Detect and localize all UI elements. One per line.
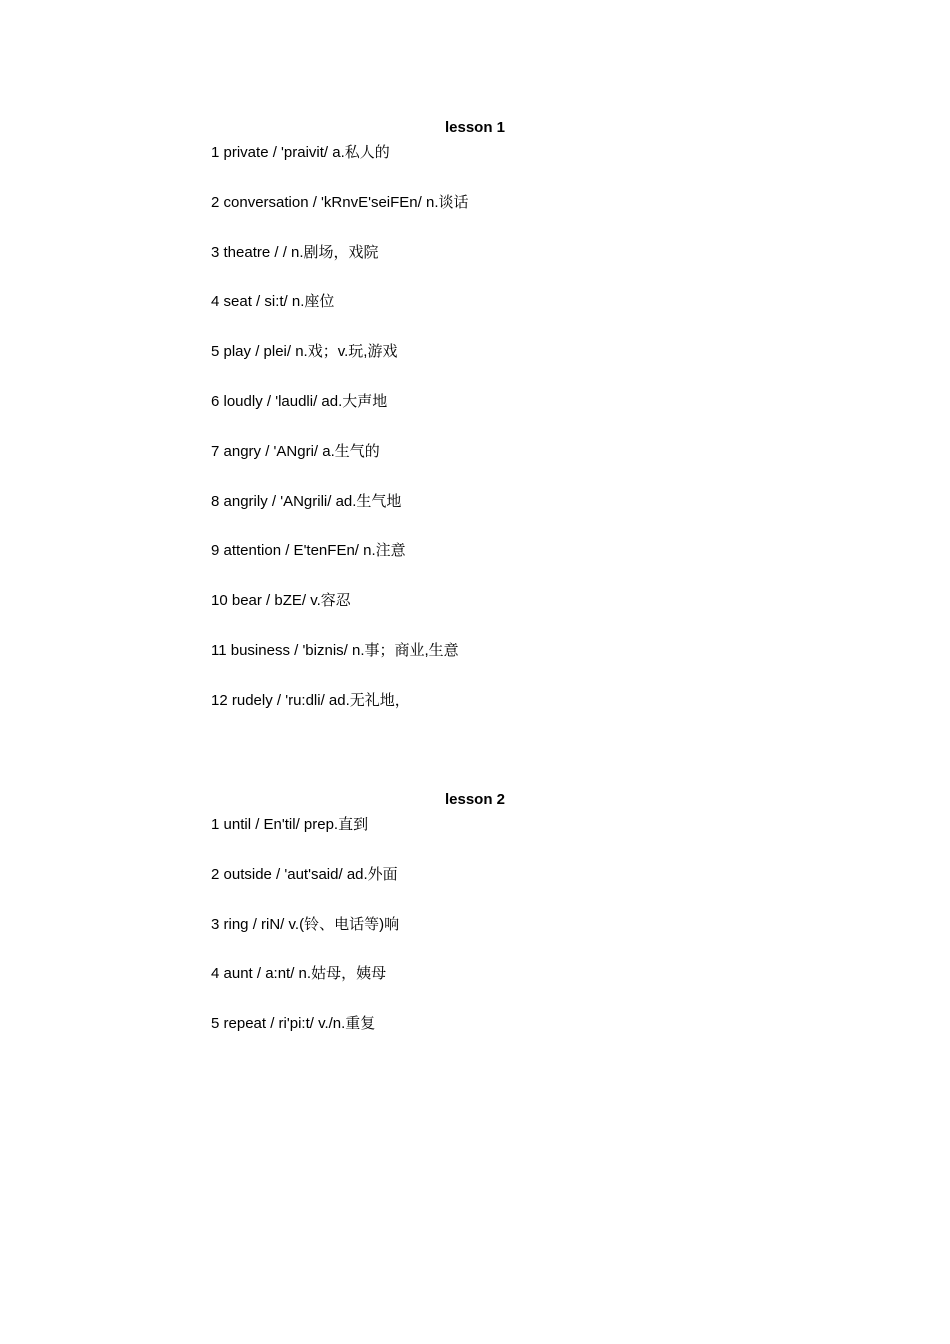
lesson-2-title: lesson 2 (444, 791, 506, 808)
lesson-2-word-list (211, 815, 739, 1034)
vocab-item: 9 attention / E'tenFEn/ n.注意 (211, 542, 406, 560)
vocab-item: 7 angry / 'ANgri/ a.生气的 (211, 442, 380, 460)
vocab-item: 3 ring / riN/ v.(铃、电话等)响 (211, 915, 400, 933)
vocab-item: 4 aunt / a:nt/ n.姑母，姨母 (211, 965, 387, 983)
lesson-1-title: lesson 1 (444, 119, 506, 136)
vocab-item: 1 until / En'til/ prep.直到 (211, 816, 369, 833)
lesson-1-word-list (211, 143, 739, 711)
vocab-item: 6 loudly / 'laudli/ ad.大声地 (211, 392, 388, 410)
lesson-1-section (211, 118, 739, 741)
vocab-item: 4 seat / si:t/ n.座位 (211, 293, 335, 311)
vocab-item: 10 bear / bZE/ v.容忍 (211, 592, 351, 610)
vocab-item: 5 play / plei/ n.戏；v.玩,游戏 (211, 343, 398, 361)
vocab-item: 11 business / 'biznis/ n.事；商业,生意 (211, 641, 459, 659)
vocab-item: 2 outside / 'aut'said/ ad.外面 (211, 865, 398, 883)
vocab-item: 3 theatre / / n.剧场，戏院 (211, 243, 379, 261)
lesson-2-section (211, 790, 739, 1064)
vocab-item: 8 angrily / 'ANgrili/ ad.生气地 (211, 492, 402, 510)
vocab-item: 1 private / 'praivit/ a.私人的 (211, 144, 390, 161)
vocab-item: 5 repeat / ri'pi:t/ v./n.重复 (211, 1015, 376, 1033)
vocab-item: 2 conversation / 'kRnvE'seiFEn/ n.谈话 (211, 193, 469, 211)
vocab-item: 12 rudely / 'ru:dli/ ad.无礼地， (211, 691, 410, 709)
